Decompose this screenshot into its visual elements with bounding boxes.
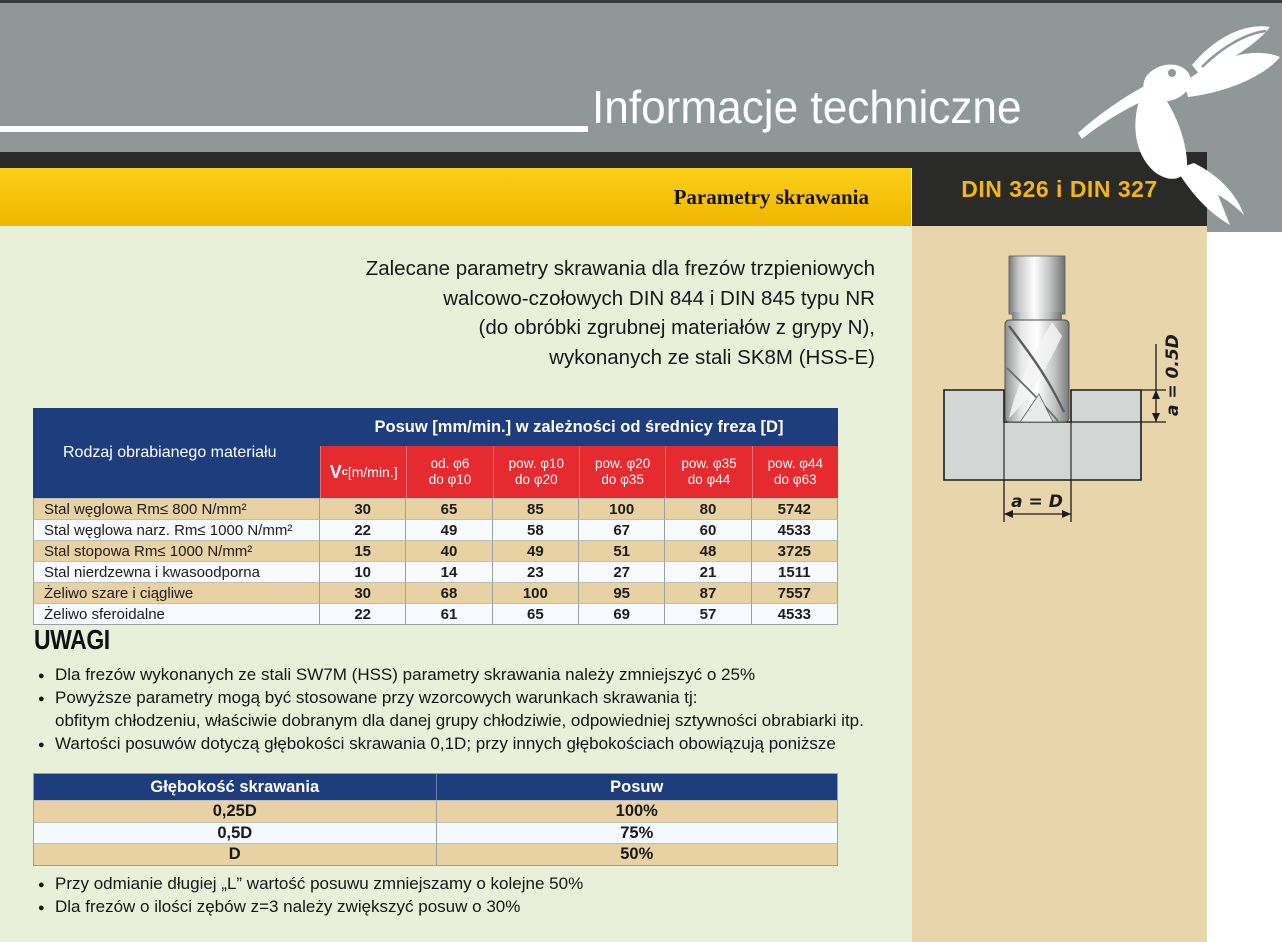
value-cell: 5742 <box>752 498 838 519</box>
feed-cell: 50% <box>436 843 838 865</box>
value-cell: 100 <box>579 498 665 519</box>
value-cell: 14 <box>406 561 492 582</box>
value-cell: 1511 <box>752 561 838 582</box>
hummingbird-logo-icon <box>1072 20 1282 232</box>
value-cell: 80 <box>665 498 751 519</box>
value-cell: 22 <box>320 519 406 540</box>
value-cell: 4533 <box>752 519 838 540</box>
depth-column-header: Głębokość skrawania <box>34 774 436 800</box>
value-cell: 61 <box>406 603 492 624</box>
feed-group-header: Posuw [mm/min.] w zależności od średnicy freza [D] <box>320 408 838 446</box>
value-cell: 60 <box>665 519 751 540</box>
din-label: DIN 326 i DIN 327 <box>961 175 1158 202</box>
note-item: ● Przy odmianie długiej „L” wartość posuwu zmniejszamy o kolejne 50% <box>38 872 898 895</box>
value-cell: 30 <box>320 498 406 519</box>
value-cell: 65 <box>493 603 579 624</box>
value-cell: 100 <box>493 582 579 603</box>
value-cell: 22 <box>320 603 406 624</box>
diameter-column-header: pow. φ44 do φ63 <box>752 446 838 498</box>
vc-column-header <box>320 446 406 498</box>
value-cell: 15 <box>320 540 406 561</box>
material-column-header: Rodzaj obrabianego materiału <box>33 408 320 498</box>
width-dimension-label: a = D <box>1011 492 1063 512</box>
material-cell: Stal węglowa Rm≤ 800 N/mm² <box>33 498 320 519</box>
feed-cell: 100% <box>436 800 838 822</box>
footer-notes <box>38 872 898 918</box>
diameter-column-header: od. φ6 do φ10 <box>406 446 492 498</box>
intro-line: wykonanych ze stali SK8M (HSS-E) <box>549 345 875 369</box>
value-cell: 87 <box>665 582 751 603</box>
notes-list <box>38 663 898 755</box>
depth-cell: D <box>34 843 436 865</box>
depth-cell: 0,25D <box>34 800 436 822</box>
side-panel <box>912 226 1207 942</box>
value-cell: 68 <box>406 582 492 603</box>
material-cell: Stal węglowa narz. Rm≤ 1000 N/mm² <box>33 519 320 540</box>
value-cell: 69 <box>579 603 665 624</box>
value-cell: 21 <box>665 561 751 582</box>
value-cell: 65 <box>406 498 492 519</box>
value-cell: 58 <box>493 519 579 540</box>
value-cell: 10 <box>320 561 406 582</box>
value-cell: 85 <box>493 498 579 519</box>
note-item: ● Dla frezów o ilości zębów z=3 należy zwiększyć posuw o 30% <box>38 895 898 918</box>
vc-symbol: V <box>329 462 342 482</box>
value-cell: 95 <box>579 582 665 603</box>
value-cell: 51 <box>579 540 665 561</box>
intro-paragraph <box>270 254 875 372</box>
value-cell: 30 <box>320 582 406 603</box>
notes-heading: UWAGI <box>34 624 110 655</box>
depth-dimension-label: a = 0.5D <box>1163 334 1183 416</box>
title-underline <box>0 126 588 132</box>
diameter-column-header: pow. φ10 do φ20 <box>493 446 579 498</box>
value-cell: 40 <box>406 540 492 561</box>
intro-line: walcowo-czołowych DIN 844 i DIN 845 typu NR <box>443 286 875 310</box>
milling-diagram <box>912 226 1207 556</box>
value-cell: 4533 <box>752 603 838 624</box>
depth-cell: 0,5D <box>34 822 436 844</box>
note-item: ● Powyższe parametry mogą być stosowane przy wzorcowych warunkach skrawania tj: obfitym chłodzeniu, właściwie dobranym dla danej grupy chłodziwie, odpowiedniej sztywności obrabiarki itp. <box>38 686 898 732</box>
value-cell: 23 <box>493 561 579 582</box>
end-mill-tool <box>1005 256 1069 422</box>
feed-cell: 75% <box>436 822 838 844</box>
value-cell: 48 <box>665 540 751 561</box>
material-cell: Stal nierdzewna i kwasoodporna <box>33 561 320 582</box>
note-item: ● Dla frezów wykonanych ze stali SW7M (HSS) parametry skrawania należy zmniejszyć o 25% <box>38 663 898 686</box>
value-cell: 49 <box>493 540 579 561</box>
vc-subscript: c <box>341 466 348 478</box>
cutting-parameters-table <box>33 408 838 625</box>
note-item: ● Wartości posuwów dotyczą głębokości skrawania 0,1D; przy innych głębokościach obowiązują poniższe <box>38 732 898 755</box>
material-cell: Stal stopowa Rm≤ 1000 N/mm² <box>33 540 320 561</box>
intro-line: Zalecane parametry skrawania dla frezów trzpieniowych <box>365 257 875 280</box>
intro-line: (do obróbki zgrubnej materiałów z grypy N), <box>478 316 875 339</box>
material-cell: Żeliwo szare i ciągliwe <box>33 582 320 603</box>
value-cell: 67 <box>579 519 665 540</box>
vc-unit: [m/min.] <box>347 464 398 480</box>
page-title: Informacje techniczne <box>592 81 1022 133</box>
depth-feed-table <box>33 773 838 866</box>
value-cell: 3725 <box>752 540 838 561</box>
value-cell: 27 <box>579 561 665 582</box>
top-border <box>0 0 1282 3</box>
value-cell: 57 <box>665 603 751 624</box>
diameter-column-header: pow. φ20 do φ35 <box>579 446 665 498</box>
diameter-column-header: pow. φ35 do φ44 <box>665 446 751 498</box>
section-band <box>0 168 911 226</box>
section-label: Parametry skrawania <box>673 184 869 209</box>
note-continuation: obfitym chłodzeniu, właściwie dobranym dla danej grupy chłodziwie, odpowiedniej sztywności obrabiarki itp. <box>55 711 864 730</box>
value-cell: 49 <box>406 519 492 540</box>
material-cell: Żeliwo sferoidalne <box>33 603 320 624</box>
value-cell: 7557 <box>752 582 838 603</box>
feed-column-header: Posuw <box>436 774 838 800</box>
